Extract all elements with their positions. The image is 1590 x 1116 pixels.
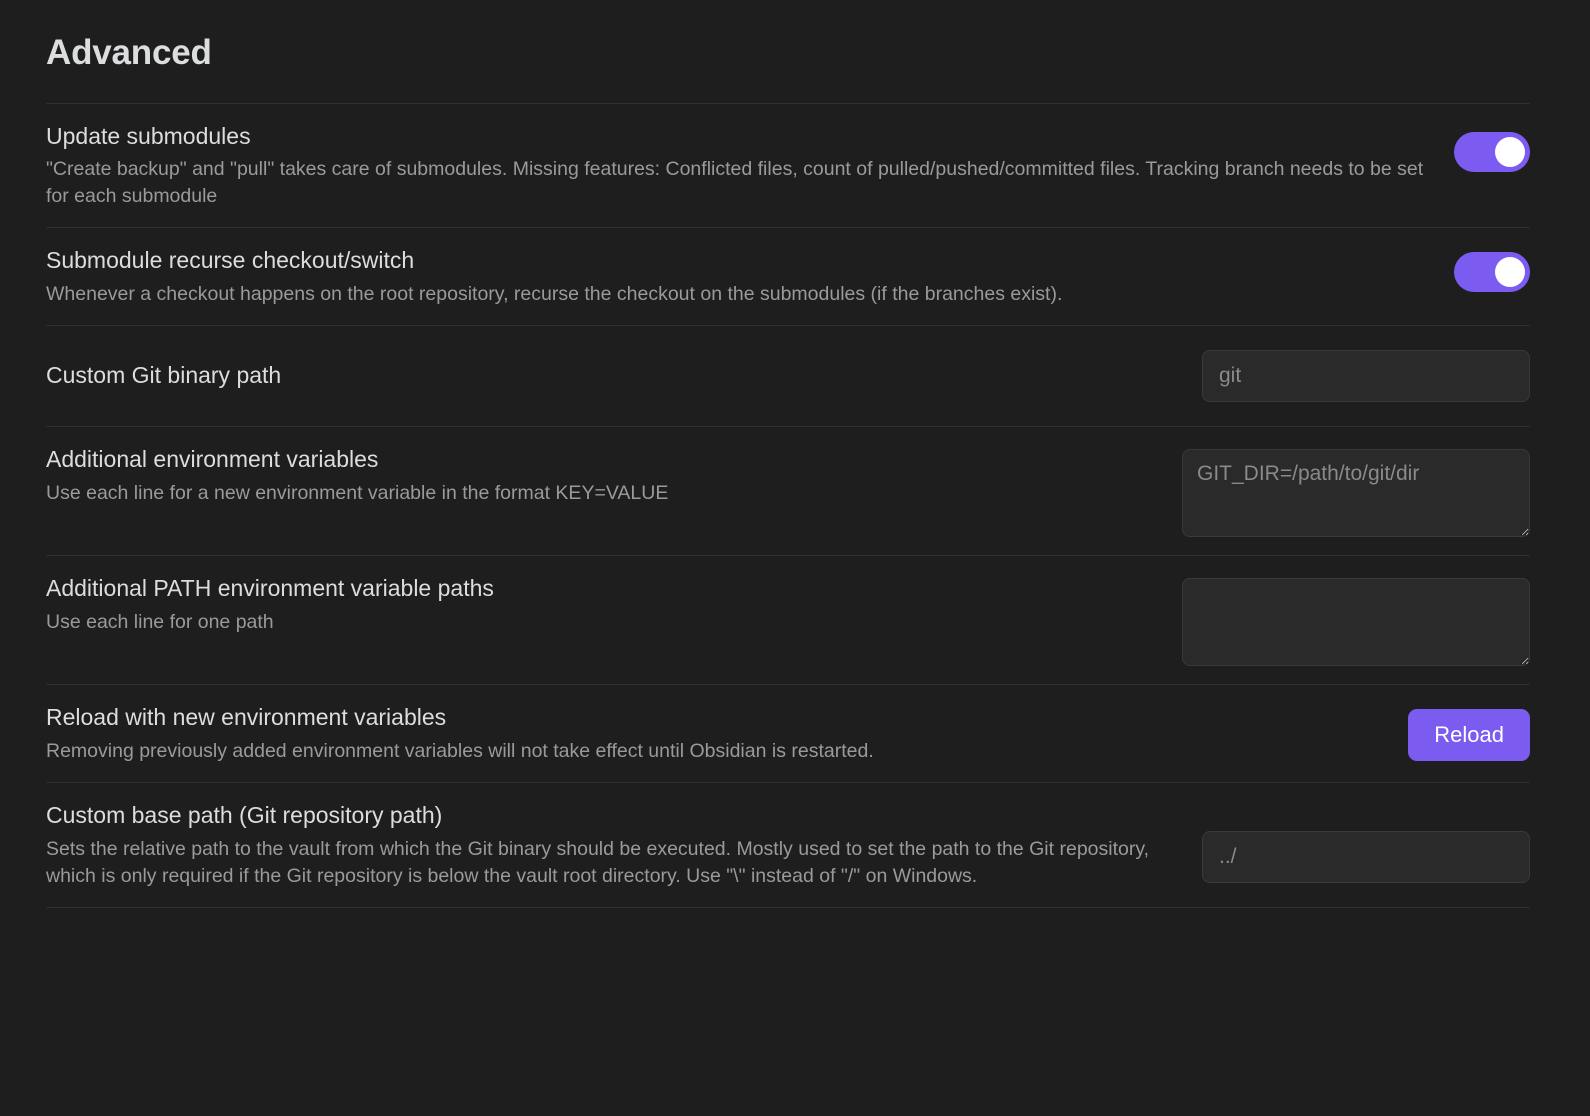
- setting-info: [46, 445, 1158, 506]
- setting-row-update-submodules: [46, 103, 1530, 228]
- setting-control: [1454, 122, 1530, 172]
- section-divider: [46, 907, 1530, 908]
- setting-row-submodule-recurse: [46, 227, 1530, 325]
- toggle-submodule-recurse[interactable]: [1454, 252, 1530, 292]
- setting-info: [46, 361, 1178, 391]
- setting-name-custom-base-path: Custom base path (Git repository path): [46, 802, 443, 829]
- setting-control: [1182, 445, 1530, 537]
- setting-info: [46, 574, 1158, 635]
- setting-row-custom-git-binary-path: [46, 325, 1530, 426]
- custom-git-binary-path-input[interactable]: [1202, 350, 1530, 402]
- setting-control: [1202, 801, 1530, 883]
- setting-info: [46, 801, 1178, 889]
- setting-name-reload-environment: Reload with new environment variables: [46, 704, 447, 731]
- setting-row-reload-environment: [46, 684, 1530, 782]
- toggle-knob: [1495, 257, 1525, 287]
- page-title: Advanced: [46, 33, 212, 72]
- setting-name-additional-env-variables: Additional environment variables: [46, 446, 379, 473]
- setting-info: [46, 703, 1384, 764]
- setting-row-additional-path-variables: [46, 555, 1530, 684]
- setting-name-update-submodules: Update submodules: [46, 122, 251, 149]
- setting-desc-reload-environment: Removing previously added environment variables will not take effect until Obsidian is restarted.: [46, 740, 874, 763]
- custom-base-path-input[interactable]: [1202, 831, 1530, 883]
- setting-desc-update-submodules: "Create backup" and "pull" takes care of submodules. Missing features: Conflicted files, count of pulled/pushed/committed files. Tracking branch needs to be set for each submodule: [46, 158, 1424, 207]
- setting-row-additional-env-variables: [46, 426, 1530, 555]
- setting-control: [1182, 574, 1530, 666]
- setting-name-additional-path-variables: Additional PATH environment variable paths: [46, 575, 494, 602]
- setting-info: [46, 122, 1430, 210]
- setting-name-custom-git-binary-path: Custom Git binary path: [46, 362, 282, 389]
- setting-desc-custom-base-path: Sets the relative path to the vault from which the Git binary should be executed. Mostly used to set the path to the Git repository, which is only required if the Git repository is below the vault root directory. Use "\" instead of "/" on Windows.: [46, 838, 1150, 887]
- toggle-knob: [1495, 137, 1525, 167]
- setting-row-custom-base-path: [46, 782, 1530, 907]
- setting-control: [1202, 350, 1530, 402]
- setting-info: [46, 246, 1430, 307]
- setting-desc-submodule-recurse: Whenever a checkout happens on the root repository, recurse the checkout on the submodules (if the branches exist).: [46, 282, 1063, 305]
- setting-control: [1454, 246, 1530, 292]
- additional-env-variables-textarea[interactable]: [1182, 449, 1530, 537]
- setting-desc-additional-path-variables: Use each line for one path: [46, 611, 274, 634]
- setting-desc-additional-env-variables: Use each line for a new environment variable in the format KEY=VALUE: [46, 482, 669, 505]
- setting-name-submodule-recurse: Submodule recurse checkout/switch: [46, 247, 415, 274]
- additional-path-variables-textarea[interactable]: [1182, 578, 1530, 666]
- setting-control: [1408, 703, 1530, 761]
- toggle-update-submodules[interactable]: [1454, 132, 1530, 172]
- reload-button[interactable]: Reload: [1408, 709, 1530, 761]
